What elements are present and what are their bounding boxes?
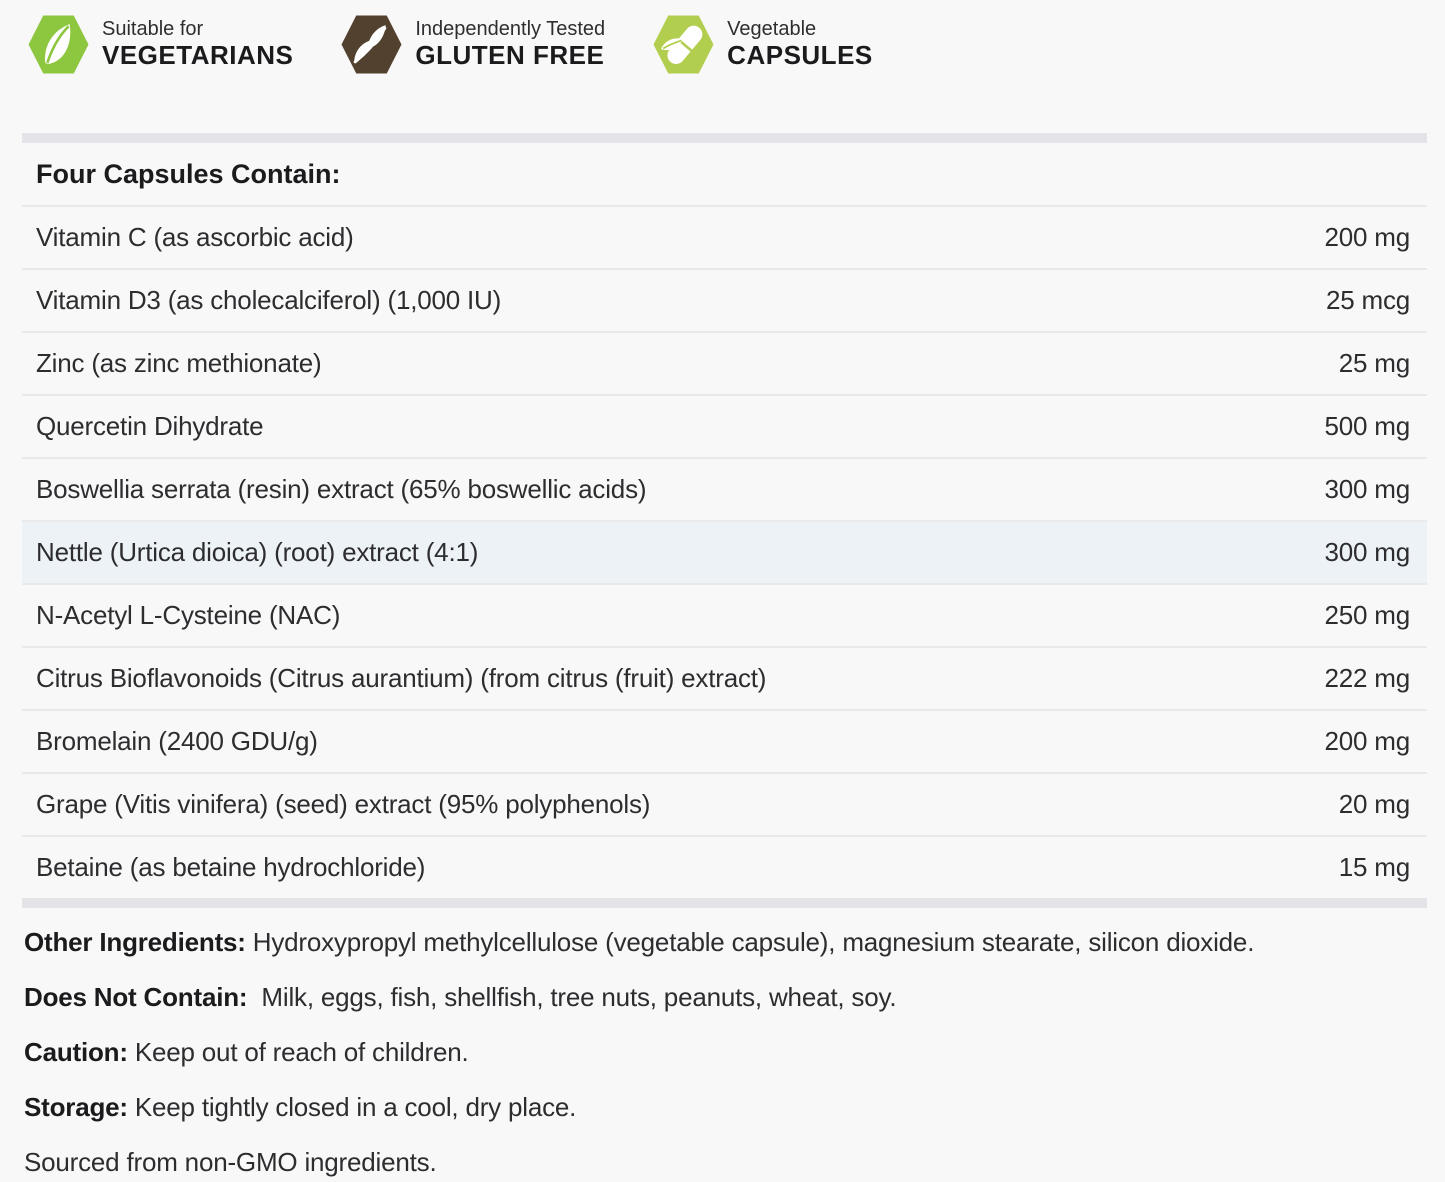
ingredient-name: Zinc (as zinc methionate) (36, 348, 322, 378)
ingredient-name: Bromelain (2400 GDU/g) (36, 726, 318, 756)
ingredient-amount: 300 mg (1324, 474, 1410, 504)
capsule-icon (653, 15, 714, 74)
ingredient-amount: 20 mg (1338, 789, 1410, 819)
ingredient-name: Nettle (Urtica dioica) (root) extract (4:1) (36, 537, 479, 567)
table-top-bar (22, 133, 1427, 143)
table-row (22, 268, 1427, 331)
note-label: Does Not Contain: (24, 982, 248, 1012)
badge-bottom-label: VEGETARIANS (102, 40, 294, 70)
ingredient-name: Vitamin C (as ascorbic acid) (36, 222, 354, 252)
wheat-icon (341, 15, 402, 74)
ingredient-name: N-Acetyl L-Cysteine (NAC) (36, 600, 341, 630)
note-label: Other Ingredients: (24, 927, 246, 957)
leaf-icon (28, 15, 89, 74)
badge-bottom-label: GLUTEN FREE (415, 40, 605, 70)
table-row (22, 205, 1427, 268)
ingredient-amount: 300 mg (1324, 537, 1410, 567)
ingredient-amount: 222 mg (1324, 663, 1410, 693)
badge-top-label: Vegetable (727, 18, 817, 40)
table-row (22, 394, 1427, 457)
ingredient-amount: 25 mg (1338, 348, 1410, 378)
ingredient-amount: 200 mg (1324, 726, 1410, 756)
table-row (22, 709, 1427, 772)
badge-gluten-free-text (415, 15, 605, 74)
table-row (22, 331, 1427, 394)
ingredient-amount: 25 mcg (1325, 285, 1410, 315)
ingredient-amount: 200 mg (1324, 222, 1410, 252)
table-row (22, 835, 1427, 898)
note-text: Sourced from non-GMO ingredients. (24, 1147, 437, 1177)
table-row (22, 646, 1427, 709)
ingredient-amount: 500 mg (1324, 411, 1410, 441)
note-text: Milk, eggs, fish, shellfish, tree nuts, peanuts, wheat, soy. (247, 982, 897, 1012)
ingredient-name: Betaine (as betaine hydrochloride) (36, 852, 426, 882)
notes-section (24, 925, 1427, 1179)
note-does-not-contain (24, 980, 1427, 1014)
supplement-facts-table (22, 133, 1427, 908)
table-row-highlighted (22, 520, 1427, 583)
table-row (22, 583, 1427, 646)
badge-bottom-label: CAPSULES (727, 40, 873, 70)
note-text: Keep tightly closed in a cool, dry place. (127, 1092, 577, 1122)
ingredient-name: Citrus Bioflavonoids (Citrus aurantium) (from citrus (fruit) extract) (36, 663, 767, 693)
note-storage (24, 1090, 1427, 1124)
badge-capsules-text (727, 15, 873, 74)
note-text: Hydroxypropyl methylcellulose (vegetable capsule), magnesium stearate, silicon dioxide. (245, 927, 1255, 957)
ingredient-amount: 15 mg (1338, 852, 1410, 882)
table-bottom-bar (22, 898, 1427, 908)
badge-top-label: Independently Tested (415, 18, 606, 40)
ingredient-name: Boswellia serrata (resin) extract (65% boswellic acids) (36, 474, 647, 504)
badge-vegetarians (28, 15, 293, 74)
note-label: Caution: (24, 1037, 128, 1067)
ingredient-name: Grape (Vitis vinifera) (seed) extract (95% polyphenols) (36, 789, 651, 819)
badge-vegetarians-text (102, 15, 293, 74)
certification-badges (0, 0, 1445, 74)
note-text: Keep out of reach of children. (127, 1037, 469, 1067)
badge-capsules (653, 15, 873, 74)
note-other-ingredients (24, 925, 1427, 959)
table-row (22, 457, 1427, 520)
badge-top-label: Suitable for (102, 18, 204, 40)
table-row (22, 772, 1427, 835)
note-caution (24, 1035, 1427, 1069)
note-label: Storage: (24, 1092, 128, 1122)
badge-gluten-free (341, 15, 605, 74)
table-header-label: Four Capsules Contain: (36, 158, 341, 189)
ingredient-name: Quercetin Dihydrate (36, 411, 264, 441)
ingredient-amount: 250 mg (1324, 600, 1410, 630)
note-non-gmo (24, 1145, 1427, 1179)
ingredient-name: Vitamin D3 (as cholecalciferol) (1,000 IU) (36, 285, 502, 315)
table-header (22, 143, 1427, 205)
